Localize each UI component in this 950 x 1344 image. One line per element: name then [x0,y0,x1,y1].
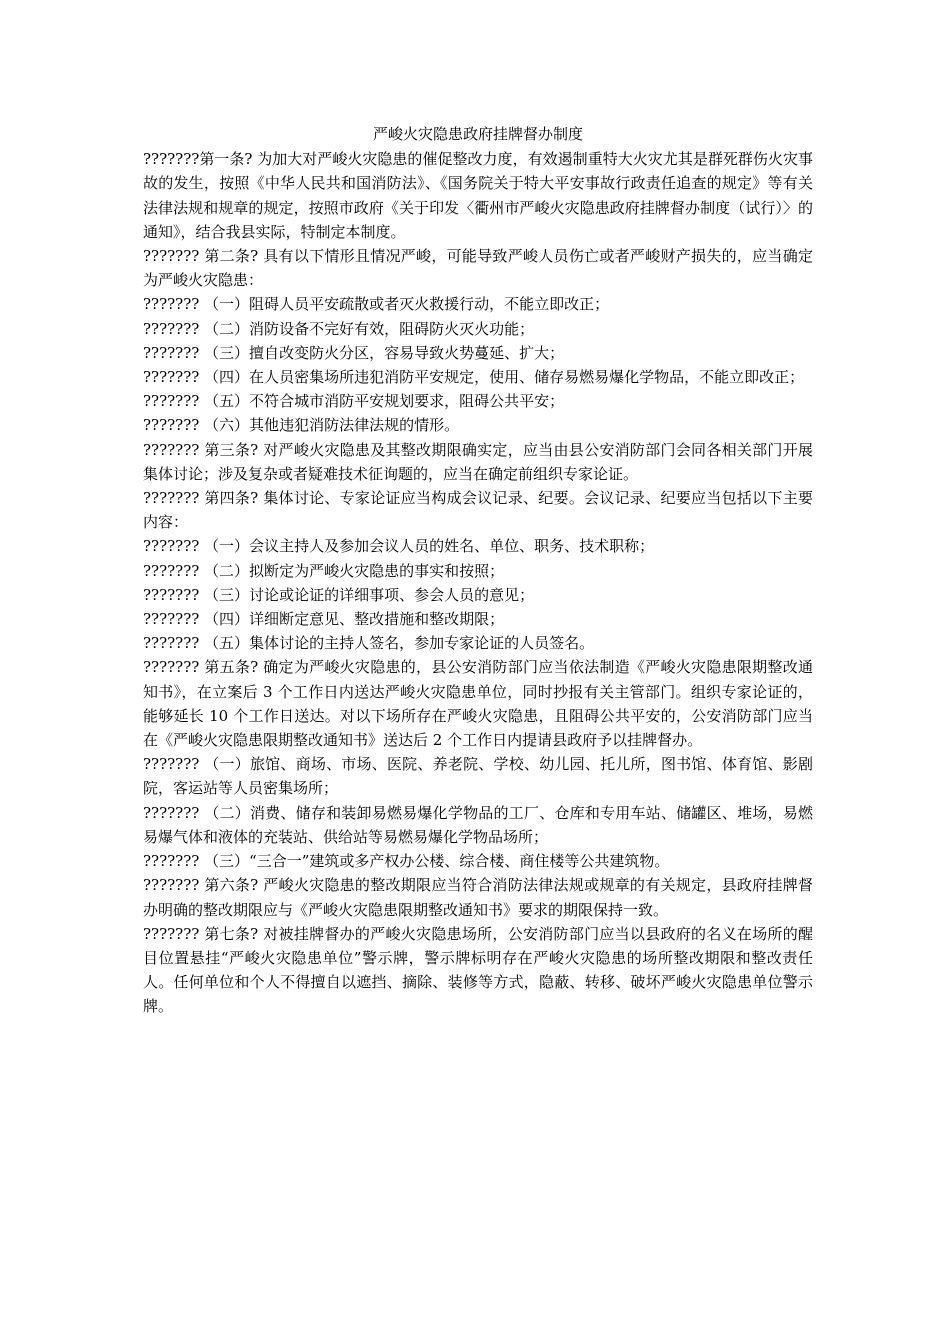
article-6-paragraph: ??????? 第六条? 严峻火灾隐患的整改期限应当符合消防法律法规或规章的有关规定，县政府挂牌督办明确的整改期限应与《严峻火灾隐患限期整改通知书》要求的期限保持一致。 [143,876,813,919]
article-5-paragraph: ??????? 第五条? 确定为严峻火灾隐患的，县公安消防部门应当依法制造《严峻火灾隐患限期整改通知书》，在立案后 3 个工作日内送达严峻火灾隐患单位，同时抄报有关主管部门。组织专家论证的，能够延长 10 个工作日送达。对以下场所存在严峻火灾隐患，且阻碍公共平安的，公安消防部门应当在《严峻火灾隐患限期整改通知书》送达后 2 个工作日内提请县政府予以挂牌督办。 [143,658,813,750]
article-2-item-4: ??????? （四）在人员密集场所违犯消防平安规定，使用、储存易燃易爆化学物品，不能立即改正； [143,368,805,387]
article-4-item-1: ??????? （一）会议主持人及参加会议人员的姓名、单位、职务、技术职称； [143,537,655,556]
document-title: 严峻火灾隐患政府挂牌督办制度 [372,125,583,143]
article-1-paragraph: ???????第一条? 为加大对严峻火灾隐患的催促整改力度，有效遏制重特大火灾尤其是群死群伤火灾事故的发生，按照《中华人民共和国消防法》、《国务院关于特大平安事故行政责任追查的规定》等有关法律法规和规章的规定，按照市政府《关于印发〈衢州市严峻火灾隐患政府挂牌督办制度（试行）〉的通知》，结合我县实际，特制定本制度。 [143,150,813,241]
article-2-item-6: ??????? （六）其他违犯消防法律法规的情形。 [143,416,460,435]
article-7-paragraph: ??????? 第七条? 对被挂牌督办的严峻火灾隐患场所，公安消防部门应当以县政府的名义在场所的醒目位置悬挂“严峻火灾隐患单位”警示牌，警示牌标明存在严峻火灾隐患的场所整改期限和整改责任人。任何单位和个人不得擅自以遮挡、摘除、装修等方式，隐蔽、转移、破坏严峻火灾隐患单位警示牌。 [143,924,813,1016]
article-2-item-5: ??????? （五）不符合城市消防平安规划要求，阻碍公共平安； [143,392,565,411]
article-5-item-1: ??????? （一）旅馆、商场、市场、医院、养老院、学校、幼儿园、托儿所，图书馆、体育馆、影剧院，客运站等人员密集场所； [143,755,813,798]
article-5-item-3: ??????? （三）“三合一”建筑或多产权办公楼、综合楼、商住楼等公共建筑物。 [143,852,670,871]
article-4-item-4: ??????? （四）详细断定意见、整改措施和整改期限； [143,610,505,629]
article-4-paragraph: ??????? 第四条? 集体讨论、专家论证应当构成会议记录、纪要。会议记录、纪要应当包括以下主要内容： [143,489,813,532]
article-2-item-2: ??????? （二）消防设备不完好有效，阻碍防火灭火功能； [143,319,535,338]
article-5-item-2: ??????? （二）消费、储存和装卸易燃易爆化学物品的工厂、仓库和专用车站、储罐区、堆场，易燃易爆气体和液体的充装站、供给站等易燃易爆化学物品场所； [143,803,813,846]
article-4-item-2: ??????? （二）拟断定为严峻火灾隐患的事实和按照； [143,561,505,580]
article-4-item-5: ??????? （五）集体讨论的主持人签名，参加专家论证的人员签名。 [143,634,595,653]
article-4-item-3: ??????? （三）讨论或论证的详细事项、参会人员的意见； [143,585,535,604]
article-2-item-3: ??????? （三）擅自改变防火分区，容易导致火势蔓延、扩大； [143,343,565,362]
article-2-item-1: ??????? （一）阻碍人员平安疏散或者灭火救援行动，不能立即改正； [143,295,610,314]
article-3-paragraph: ??????? 第三条? 对严峻火灾隐患及其整改期限确实定，应当由县公安消防部门会同各相关部门开展集体讨论；涉及复杂或者疑难技术征询题的，应当在确定前组织专家论证。 [143,440,813,483]
document-body [143,122,813,1019]
article-2-paragraph: ??????? 第二条? 具有以下情形且情况严峻，可能导致严峻人员伤亡或者严峻财产损失的，应当确定为严峻火灾隐患： [143,247,813,290]
